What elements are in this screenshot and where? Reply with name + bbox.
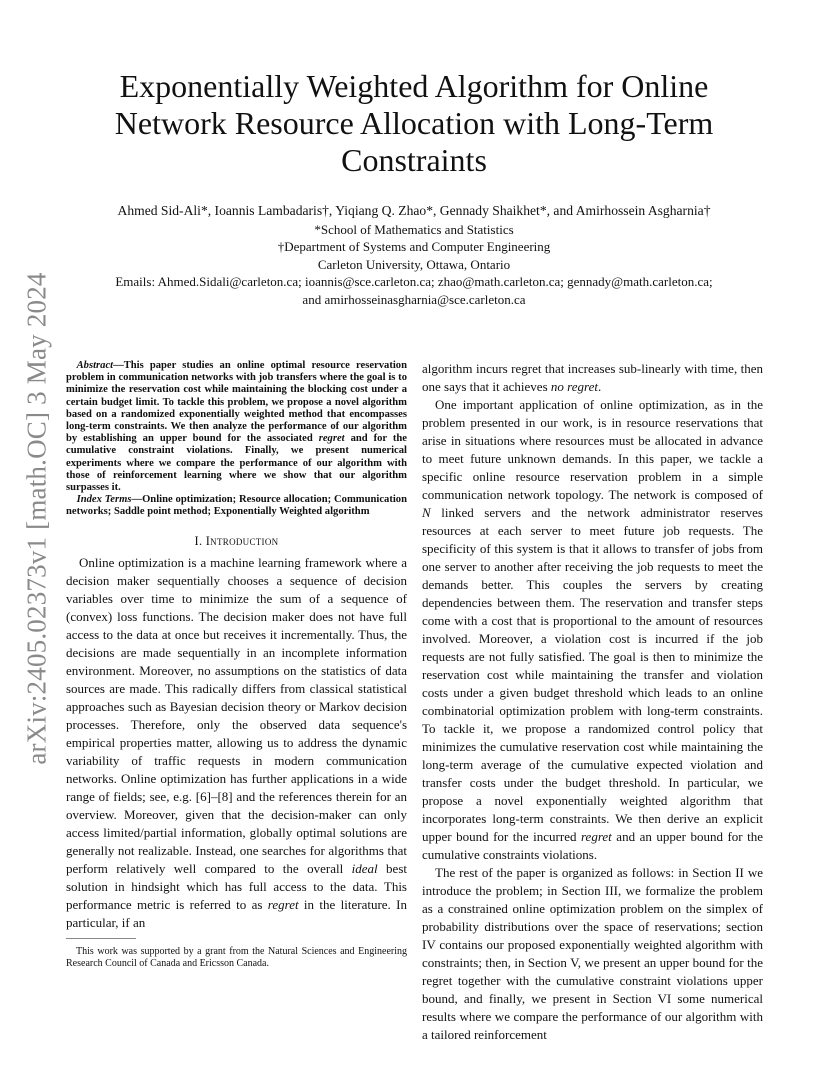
arxiv-identifier-text: arXiv:2405.02373v1 [math.OC] 3 May 2024 [21,271,52,765]
left-column [66,360,407,932]
intro-paragraph [66,554,407,932]
index-terms-text: —Online optimization; Resource allocation; Communication networks; Saddle point method; Exponentially Weighted algorithm [66,494,407,518]
arxiv-identifier-stamp [16,268,58,768]
paragraph-emphasis: regret [267,896,299,912]
abstract-label: Abstract [76,360,114,371]
paragraph-text: . [597,379,602,394]
paragraph-text: linked servers and the network administrator reserves resources at each server to meet future job requests. The specificity of this system is that it allows to transfer of jobs from one server to another after receiving the job requests to meet the demands better. This couples the servers by creating dependencies between them. The reservation and transfer steps come with a cost that is proportional to the amount of resources involved. Moreover, a violation cost is incurred if the job requests are not fully satisfied. The goal is then to minimize the reservation cost while maintaining the transfer and violation costs under a given budget threshold which leads to an online combinatorial optimization problem with long-term constraints. To tackle it, we propose a randomized control policy that minimizes the cumulative reservation cost while maintaining the long-term average of the cumulative expected violation and transfer costs under the budget threshold. In particular, we propose a novel exponentially weighted algorithm that incorporates long-term constraints. We then derive an explicit upper bound for the incurred [422,505,763,844]
affiliation-line: Carleton University, Ottawa, Ontario [317,256,511,272]
abstract-text: and for the cumulative constraint violations. Finally, we present numerical experiments where we compare the performance of our algorithm with those of reinforcement learning where we show that our algorithm surpasses it. [66,433,408,494]
abstract-emphasis: regret [318,433,345,445]
paper-title-line: Constraints [341,142,487,178]
right-column [422,360,763,1044]
author-names: Ahmed Sid-Ali*, Ioannis Lambadaris†, Yiqiang Q. Zhao*, Gennady Shaikhet*, and Amirhossein Asgharnia† [117,203,711,218]
paragraph-emphasis: regret [580,829,612,844]
outline-paragraph: The rest of the paper is organized as follows: in Section II we introduce the problem; in Section III, we formalize the problem as a constrained online optimization problem on the simplex of probability distributions over the space of reservations; section IV contains our proposed exponentially weighted algorithm with constraints; then, in Section V, we present an upper bound for the regret together with the cumulative constraint violations upper bound, and finally, we present in Section VI some numerical results where we compare the performance of our algorithm with a tailored reinforcement [422,865,763,1042]
author-emails: Emails: Ahmed.Sidali@carleton.ca; ioannis@sce.carleton.ca; zhao@math.carleton.ca; gennady@math.carleton.ca; [115,274,713,289]
author-emails: and amirhosseinasgharnia@sce.carleton.ca [302,291,526,307]
abstract [66,360,407,519]
paragraph-emphasis: no regret [550,379,598,394]
paragraph-text: One important application of online optimization, as in the problem presented in our work, is in resource reservations that arise in situations where resources must be allocated in advance to meet future unknown demands. In this paper, we tackle a specific online resource reservation problem in a simple communication network topology. The network is composed of [422,397,763,502]
affiliation-line: †Department of Systems and Computer Engineering [277,239,551,254]
paper-title-line: Network Resource Allocation with Long-Term [114,105,714,141]
abstract-text: —This paper studies an online optimal resource reservation problem in communication networks with job transfers where the goal is to minimize the reservation cost while maintaining the blocking cost under a certain budget limit. To tackle this problem, we propose a novel algorithm based on a randomized exponentially weighted method that encompasses long-term constraints. We then analyze the performance of our algorithm by establishing an upper bound for the associated [66,360,407,445]
author-block [60,202,768,308]
paragraph-emphasis: ideal [351,860,378,876]
paper-title-line: Exponentially Weighted Algorithm for Online [119,68,709,104]
footnote: This work was supported by a grant from the Natural Sciences and Engineering Research Council of Canada and Ericsson Canada. [66,946,407,970]
paragraph-text: in the literature. In particular, if an [66,896,407,930]
paragraph-text: algorithm incurs regret that increases sub-linearly with time, then one says that it achieves [422,361,763,394]
paragraph-text: Online optimization is a machine learning framework where a decision maker sequentially chooses a sequence of decision variables over time to minimize the sum of a sequence of (convex) loss functions. The decision maker does not have full access to the data at once but receives it incrementally. Thus, the decisions are made sequentially in an incomplete information environment. Moreover, no assumptions on the statistics of data sources are made. This radically differs from classical statistical approaches such as Bayesian decision theory or Markov decision processes. Therefore, only the observed data sequence's empirical properties matter, allowing us to address the dynamic variability of traffic requests in modern communication networks. Online optimization has further applications in a wide range of fields; see, e.g. [6]–[8] and the references therein for an overview. Moreover, given that the decision-maker can only access limited/partial information, globally optimal solutions are generally not realizable. Instead, one searches for algorithms that perform relatively well compared to the overall [66,554,407,876]
continued-paragraph [422,360,763,396]
paper-title [80,68,748,179]
paragraph-text: best solution in hindsight which has full access to the data. This performance metric is referred to as [66,860,407,912]
index-terms-label: Index Terms [76,494,132,506]
affiliation-line: *School of Mathematics and Statistics [314,221,514,237]
paragraph-text: and an upper bound for the cumulative constraints violations. [422,829,764,862]
section-heading-introduction: I. Introduction [194,533,279,548]
footnote-divider [66,938,136,939]
paragraph-emphasis: N [422,505,431,520]
index-terms [66,494,407,518]
application-paragraph [422,396,763,864]
